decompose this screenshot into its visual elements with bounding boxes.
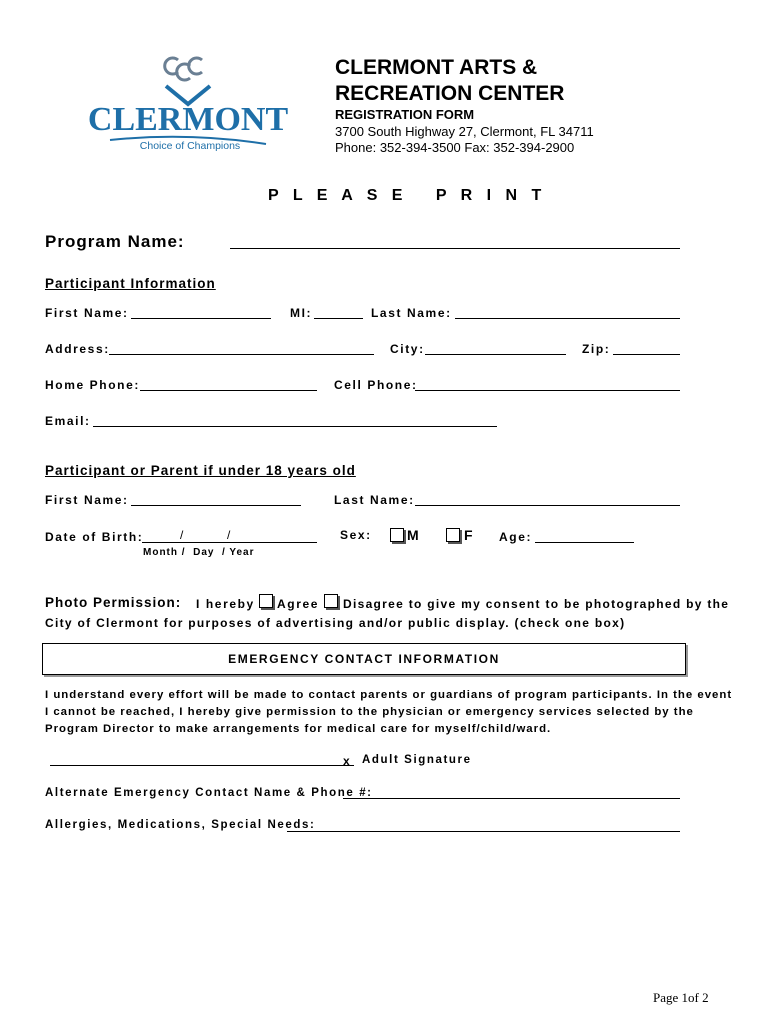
please-print: P L E A S E P R I N T — [268, 187, 547, 204]
home-phone-label: Home Phone: — [45, 378, 140, 392]
photo-hereby: I hereby — [196, 597, 255, 611]
last-name-field[interactable] — [455, 318, 680, 319]
page-number: Page 1of 2 — [653, 990, 709, 1005]
male-checkbox[interactable] — [390, 528, 404, 542]
mi-label: MI: — [290, 306, 313, 320]
center-phone: Phone: 352-394-3500 Fax: 352-394-2900 — [335, 140, 575, 155]
dob-sep2: / — [227, 528, 231, 542]
emergency-line3: Program Director to make arrangements for medical care for myself/child/ward. — [45, 723, 552, 735]
agree-label: Agree — [277, 597, 320, 611]
form-name: REGISTRATION FORM — [335, 107, 475, 122]
first-name-label: First Name: — [45, 306, 129, 320]
male-label: M — [407, 527, 419, 543]
cell-phone-field[interactable] — [415, 390, 680, 391]
sex-label: Sex: — [340, 528, 372, 542]
logo-wordmark: CLERMONT — [87, 101, 289, 138]
female-checkbox[interactable] — [446, 528, 460, 542]
disagree-label: Disagree to give my consent to be photographed by the — [343, 597, 730, 611]
title-line2: RECREATION CENTER — [335, 82, 565, 105]
agree-checkbox[interactable] — [259, 594, 273, 608]
signature-x: x — [343, 754, 352, 768]
address-label: Address: — [45, 342, 110, 356]
last-name-label: Last Name: — [371, 306, 452, 320]
home-phone-field[interactable] — [140, 390, 317, 391]
allergies-label: Allergies, Medications, Special Needs: — [45, 819, 316, 831]
logo-tagline: Choice of Champions — [139, 140, 241, 152]
age-field[interactable] — [535, 542, 634, 543]
cell-phone-label: Cell Phone: — [334, 378, 418, 392]
signature-field[interactable] — [50, 765, 354, 766]
disagree-checkbox[interactable] — [324, 594, 338, 608]
dob-hint: Month / Day / Year — [143, 547, 255, 558]
parent-last-name-field[interactable] — [415, 505, 680, 506]
emergency-heading: EMERGENCY CONTACT INFORMATION — [42, 643, 686, 675]
mi-field[interactable] — [314, 318, 363, 319]
clermont-logo — [87, 48, 289, 154]
female-label: F — [464, 527, 473, 543]
emergency-line1: I understand every effort will be made to contact parents or guardians of program participants. In the event — [45, 689, 733, 701]
parent-last-name-label: Last Name: — [334, 493, 415, 507]
alternate-contact-label: Alternate Emergency Contact Name & Phone #: — [45, 787, 373, 799]
emergency-line2: I cannot be reached, I hereby give permission to the physician or emergency services selected by the — [45, 706, 694, 718]
allergies-field[interactable] — [287, 831, 680, 832]
parent-first-name-field[interactable] — [131, 505, 301, 506]
zip-label: Zip: — [582, 342, 611, 356]
parent-first-name-label: First Name: — [45, 493, 129, 507]
center-address: 3700 South Highway 27, Clermont, FL 34711 — [335, 124, 594, 139]
address-field[interactable] — [109, 354, 374, 355]
age-label: Age: — [499, 530, 533, 544]
signature-label: Adult Signature — [362, 754, 472, 766]
program-name-field[interactable] — [230, 248, 680, 249]
alternate-contact-field[interactable] — [343, 798, 680, 799]
first-name-field[interactable] — [131, 318, 271, 319]
dob-field[interactable] — [142, 542, 317, 543]
parent-heading: Participant or Parent if under 18 years old — [45, 463, 356, 478]
email-label: Email: — [45, 414, 91, 428]
city-label: City: — [390, 342, 425, 356]
photo-permission-label: Photo Permission: — [45, 595, 182, 610]
email-field[interactable] — [93, 426, 497, 427]
program-name-label: Program Name: — [45, 232, 185, 251]
zip-field[interactable] — [613, 354, 680, 355]
photo-line2: City of Clermont for purposes of advertising and/or public display. (check one box) — [45, 616, 626, 630]
title-line1: CLERMONT ARTS & — [335, 56, 538, 79]
city-field[interactable] — [425, 354, 566, 355]
participant-heading: Participant Information — [45, 276, 216, 291]
dob-label: Date of Birth: — [45, 530, 144, 544]
dob-sep1: / — [180, 528, 184, 542]
